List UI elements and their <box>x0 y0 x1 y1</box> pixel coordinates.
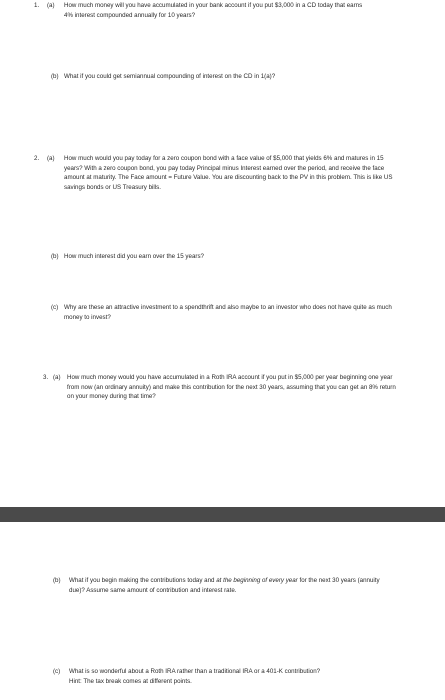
part-label: (a) <box>53 374 61 381</box>
question-text: How much money would you have accumulated in a Roth IRA account if you put in $5,000 per year beginning one year from now (an ordinary annuity) and make this contribution for the next 30 years, assuming that you can get an 8% return on your money during that time? <box>67 374 396 401</box>
question-text-end: for the next 30 years (annuity due)? Assume same amount of contribution and interest rate. <box>69 577 380 594</box>
part-label: (a) <box>47 155 55 162</box>
question-text: What is so wonderful about a Roth IRA rather than a traditional IRA or a 401-K contribution? <box>69 668 321 675</box>
question-text-start: What if you begin making the contributions today and <box>69 577 217 584</box>
question-2b <box>51 252 391 262</box>
question-3a <box>43 373 405 402</box>
page-break-divider <box>0 507 445 522</box>
question-2a <box>34 154 404 192</box>
question-number: 3. <box>43 374 49 381</box>
question-text: How much money will you have accumulated in your bank account if you put $3,000 in a CD today that earns 4% interest compounded annually for 10 years? <box>64 2 363 19</box>
question-2c <box>51 303 396 322</box>
part-label: (c) <box>53 668 61 675</box>
part-label: (b) <box>51 253 59 260</box>
part-label: (b) <box>51 73 59 80</box>
question-number: 2. <box>34 155 40 162</box>
question-3c <box>53 667 398 686</box>
question-hint: Hint: The tax break comes at different points. <box>69 677 192 685</box>
question-3b <box>53 576 398 595</box>
question-number: 1. <box>34 2 40 9</box>
question-1a <box>34 1 404 20</box>
question-text: How much interest did you earn over the 15 years? <box>64 253 204 260</box>
question-text: Why are these an attractive investment to a spendthrift and also maybe to an investor who does not have quite as much money to invest? <box>64 304 392 321</box>
question-1b <box>51 72 391 82</box>
part-label: (c) <box>51 304 59 311</box>
question-text: How much would you pay today for a zero coupon bond with a face value of $5,000 that yields 6% and matures in 15 years? With a zero coupon bond, you pay today Principal minus Interest earned over the period, and receive the face amount at maturity. The Face amount = Future Value. You are discounting back to the PV in this problem. This is like US savings bonds or US Treasury bills. <box>64 155 393 191</box>
part-label: (a) <box>47 2 55 9</box>
question-text <box>69 576 395 595</box>
question-text: What if you could get semiannual compounding of interest on the CD in 1(a)? <box>64 73 276 80</box>
part-label: (b) <box>53 577 61 584</box>
question-text-emphasis: at the beginning of every year <box>216 577 298 584</box>
